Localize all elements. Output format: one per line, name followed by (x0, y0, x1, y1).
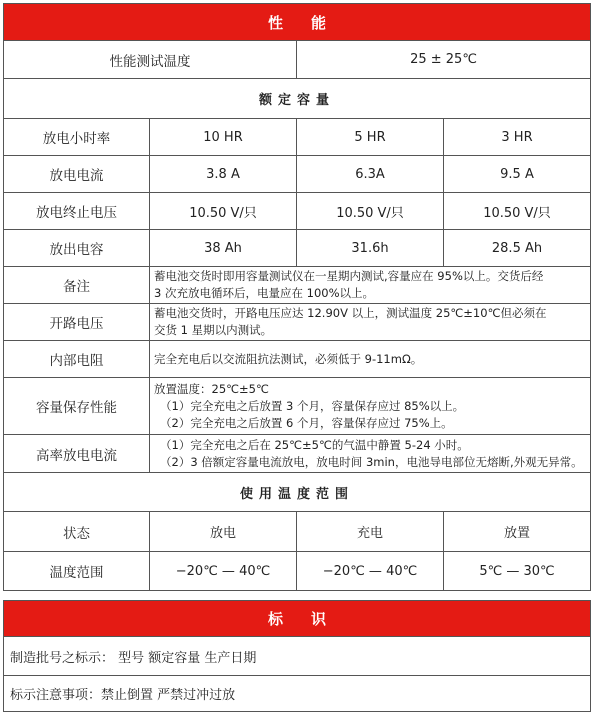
state-label: 状态 (4, 512, 150, 552)
test-temp-value: 25 ± 25℃ (297, 41, 591, 79)
capacity-retention-row (4, 378, 591, 435)
open-circuit-row (4, 304, 591, 341)
remarks-line: 蓄电池交货时即用容量测试仪在一星期内测试,容量应在 95%以上。交货后经 (154, 269, 544, 283)
capacity-retention-line: （2）完全充电之后放置 6 个月，容量保存应过 75%上。 (160, 415, 453, 430)
rated-capacity-title: 额定容量 (4, 79, 591, 119)
state-discharge: 放电 (150, 512, 297, 552)
high-rate-line: （1）完全充电之后在 25℃±5℃的气温中静置 5-24 小时。 (160, 437, 469, 452)
marking-batch-text: 制造批号之标示： 型号 额定容量 生产日期 (4, 637, 591, 676)
internal-resistance-row (4, 341, 591, 378)
row-label: 放出电容 (4, 230, 150, 267)
cell-value: 6.3A (297, 156, 444, 193)
cell-value: 10.50 V/只 (297, 193, 444, 230)
temp-range-label: 温度范围 (4, 552, 150, 591)
capacity-retention-label: 容量保存性能 (4, 378, 150, 435)
marking-table (3, 600, 591, 712)
temp-range-row (4, 552, 591, 591)
marking-batch-row (4, 637, 591, 676)
temp-range-charge: −20℃ — 40℃ (297, 552, 444, 591)
state-row (4, 512, 591, 552)
open-circuit-line: 交货 1 星期以内测试。 (154, 323, 273, 337)
capacity-retention-text (150, 378, 591, 435)
cell-value: 5 HR (297, 119, 444, 156)
cell-value: 3.8 A (150, 156, 297, 193)
open-circuit-line: 蓄电池交货时，开路电压应达 12.90V 以上，测试温度 25℃±10℃但必须在 (154, 306, 547, 320)
internal-resistance-label: 内部电阻 (4, 341, 150, 378)
row-label: 放电终止电压 (4, 193, 150, 230)
row-label: 放电小时率 (4, 119, 150, 156)
internal-resistance-line: 完全充电后以交流阻抗法测试，必须低于 9-11mΩ。 (154, 351, 423, 366)
row-label: 放电电流 (4, 156, 150, 193)
remarks-text (150, 267, 591, 304)
temp-range-discharge: −20℃ — 40℃ (150, 552, 297, 591)
performance-header: 性能 (4, 4, 591, 41)
marking-header-row (4, 601, 591, 637)
high-rate-text (150, 435, 591, 473)
open-circuit-text (150, 304, 591, 341)
rated-capacity-row (4, 79, 591, 119)
table-row (4, 156, 591, 193)
cell-value: 3 HR (444, 119, 591, 156)
cell-value: 10.50 V/只 (150, 193, 297, 230)
test-temp-row (4, 41, 591, 79)
cell-value: 31.6h (297, 230, 444, 267)
marking-caution-row (4, 676, 591, 712)
remarks-row (4, 267, 591, 304)
high-rate-row (4, 435, 591, 473)
marking-header: 标识 (4, 601, 591, 637)
cell-value: 28.5 Ah (444, 230, 591, 267)
table-row (4, 193, 591, 230)
table-row (4, 119, 591, 156)
temp-range-title: 使用温度范围 (4, 473, 591, 512)
capacity-retention-line: 放置温度：25℃±5℃ (154, 381, 269, 396)
high-rate-line: （2）3 倍额定容量电流放电，放电时间 3min，电池导电部位无熔断,外观无异常。 (160, 454, 583, 469)
high-rate-label: 高率放电电流 (4, 435, 150, 473)
remarks-label: 备注 (4, 267, 150, 304)
state-charge: 充电 (297, 512, 444, 552)
internal-resistance-text (150, 341, 591, 378)
cell-value: 38 Ah (150, 230, 297, 267)
test-temp-label: 性能测试温度 (4, 41, 297, 79)
state-storage: 放置 (444, 512, 591, 552)
marking-caution-text: 标示注意事项：禁止倒置 严禁过冲过放 (4, 676, 591, 712)
cell-value: 10 HR (150, 119, 297, 156)
remarks-line: 3 次充放电循环后，电量应在 100%以上。 (154, 286, 375, 300)
performance-header-row (4, 4, 591, 41)
performance-table (3, 3, 591, 591)
cell-value: 10.50 V/只 (444, 193, 591, 230)
temp-range-title-row (4, 473, 591, 512)
open-circuit-label: 开路电压 (4, 304, 150, 341)
table-row (4, 230, 591, 267)
capacity-retention-line: （1）完全充电之后放置 3 个月，容量保存应过 85%以上。 (160, 398, 465, 413)
cell-value: 9.5 A (444, 156, 591, 193)
temp-range-storage: 5℃ — 30℃ (444, 552, 591, 591)
